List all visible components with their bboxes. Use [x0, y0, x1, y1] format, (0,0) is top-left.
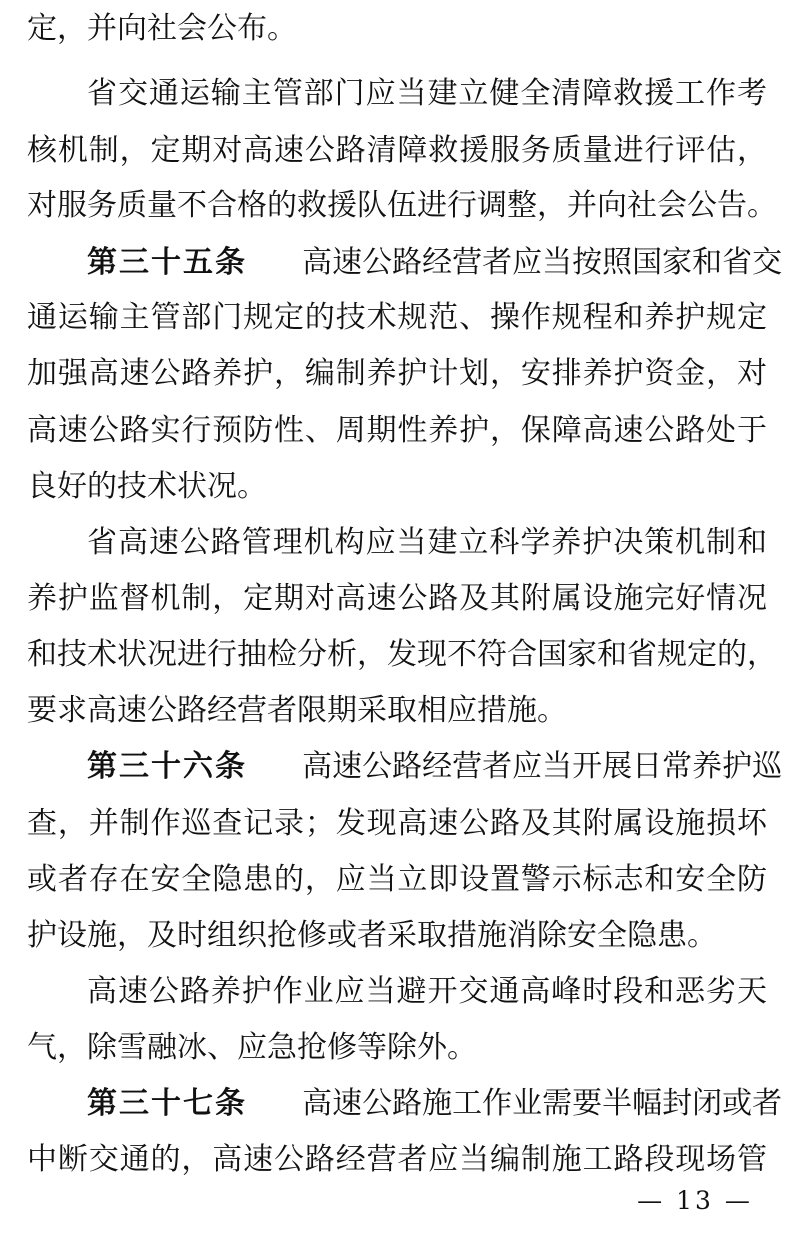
line-text: 核机制，定期对高速公路清障救援服务质量进行评估，: [27, 133, 767, 168]
article-first-line: [87, 747, 783, 787]
line-text: 气，除雪融冰、应急抢修等除外。: [27, 1030, 477, 1065]
line-text: 查，并制作巡查记录；发现高速公路及其附属设施损坏: [27, 806, 767, 841]
article-heading: 第三十七条: [87, 1086, 247, 1121]
text-line: [87, 523, 767, 563]
text-line: [27, 804, 767, 844]
line-text: 养护监督机制，定期对高速公路及其附属设施完好情况: [27, 581, 767, 616]
line-text: 高速公路养护作业应当避开交通高峰时段和恶劣天: [87, 974, 767, 1009]
text-line: [27, 1140, 767, 1180]
article-heading: 第三十六条: [87, 749, 247, 784]
text-line: [27, 298, 767, 338]
text-line: [27, 354, 767, 394]
text-line: [27, 1028, 767, 1068]
text-line: [27, 9, 767, 49]
line-text: 定，并向社会公布。: [27, 11, 297, 46]
line-text: 高速公路经营者应当开展日常养护巡: [302, 749, 783, 784]
line-text: 要求高速公路经营者限期采取相应措施。: [27, 693, 567, 728]
text-line: [27, 186, 777, 226]
line-text: 高速公路经营者应当按照国家和省交: [302, 245, 783, 280]
line-text: 或者存在安全隐患的，应当立即设置警示标志和安全防: [27, 862, 767, 897]
text-line: [27, 916, 767, 956]
line-text: 和技术状况进行抽检分析，发现不符合国家和省规定的，: [27, 637, 777, 672]
line-text: 良好的技术状况。: [27, 469, 267, 504]
article-heading: 第三十五条: [87, 245, 247, 280]
article-first-line: [87, 1084, 783, 1124]
text-line: [87, 74, 767, 114]
line-text: 高速公路实行预防性、周期性养护，保障高速公路处于: [27, 413, 767, 448]
line-text: 省高速公路管理机构应当建立科学养护决策机制和: [87, 525, 767, 560]
line-text: 通运输主管部门规定的技术规范、操作规程和养护规定: [27, 300, 767, 335]
line-text: 省交通运输主管部门应当建立健全清障救援工作考: [87, 76, 767, 111]
text-line: [27, 579, 767, 619]
text-line: [27, 467, 767, 507]
text-line: [27, 860, 767, 900]
article-first-line: [87, 243, 783, 283]
text-line: [27, 691, 767, 731]
text-line: [27, 131, 767, 171]
line-text: 高速公路施工作业需要半幅封闭或者: [302, 1086, 783, 1121]
line-text: 对服务质量不合格的救援队伍进行调整，并向社会公告。: [27, 188, 777, 223]
page-number: — 13 —: [637, 1186, 753, 1215]
text-line: [87, 972, 767, 1012]
line-text: 加强高速公路养护，编制养护计划，安排养护资金，对: [27, 356, 767, 391]
line-text: 护设施，及时组织抢修或者采取措施消除安全隐患。: [27, 918, 717, 953]
text-line: [27, 635, 777, 675]
text-line: [27, 411, 767, 451]
line-text: 中断交通的，高速公路经营者应当编制施工路段现场管: [27, 1142, 767, 1177]
